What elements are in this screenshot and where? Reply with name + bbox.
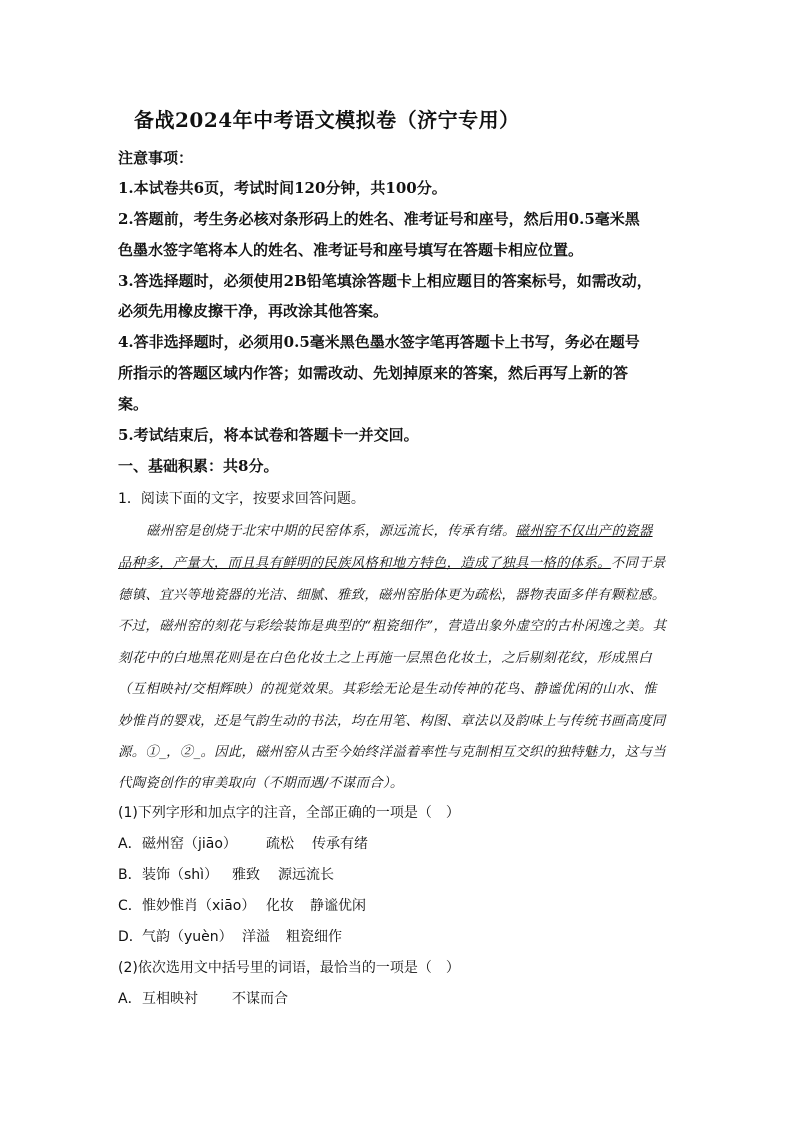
option-c[interactable]: C．惟妙惟肖（xiāo） 化妆 静谧优闲 [118, 895, 366, 915]
notice-item-3-cont: 必须先用橡皮擦干净，再改涂其他答案。 [118, 302, 389, 320]
notice-item-5: 5.考试结束后，将本试卷和答题卡一并交回。 [118, 426, 419, 444]
passage-line-5: 刻花中的白地黑花则是在白色化妆土之上再施一层黑色化妆土，之后剔刻花纹，形成黑白 [118, 651, 652, 666]
passage-line-3: 德镇、宜兴等地瓷器的光洁、细腻、雅致，磁州窑胎体更为疏松，器物表面多伴有颗粒感。 [118, 588, 666, 603]
notice-item-4-end: 案。 [118, 395, 149, 413]
option-a[interactable]: A．磁州窑（jiāo） 疏松 传承有绪 [118, 833, 368, 853]
passage-line-8: 源。①_，②_。因此，磁州窑从古至今始终洋溢着率性与克制相互交织的独特魅力，这与当 [118, 745, 666, 760]
option-d[interactable]: D．气韵（yuèn） 洋溢 粗瓷细作 [118, 926, 342, 946]
option-label: A． [118, 991, 142, 1007]
option-label: A． [118, 836, 142, 852]
notice-heading: 注意事项： [118, 149, 194, 167]
passage-line-7: 妙惟肖的婴戏，还是气韵生动的书法，均在用笔、构图、章法以及韵味上与传统书画高度同 [118, 714, 666, 729]
page-title: 备战2024年中考语文模拟卷（济宁专用） [134, 108, 520, 132]
option-b[interactable]: B．装饰（shì） 雅致 源远流长 [118, 864, 334, 884]
notice-item-3: 3.答选择题时，必须使用2B铅笔填涂答题卡上相应题目的答案标号，如需改动， [118, 272, 652, 290]
subquestion-2-stem: (2)依次选用文中括号里的词语，最恰当的一项是（ ） [118, 960, 460, 976]
passage-line-1 [146, 520, 653, 539]
passage-text: 不同于景 [610, 556, 666, 571]
notice-item-4: 4.答非选择题时，必须用0.5毫米黑色墨水签字笔再答题卡上书写，务必在题号 [118, 333, 640, 351]
passage-line-2 [118, 552, 666, 571]
question-1-stem: 1．阅读下面的文字，按要求回答问题。 [118, 491, 365, 507]
option-label: B． [118, 867, 142, 883]
passage-line-6: （互相映衬/交相辉映）的视觉效果。其彩绘无论是生动传神的花鸟、静谧优闲的山水、惟 [118, 682, 657, 697]
notice-item-4-cont: 所指示的答题区域内作答；如需改动、先划掉原来的答案，然后再写上新的答 [118, 364, 629, 382]
passage-text: 磁州窑是创烧于北宋中期的民窑体系，源远流长，传承有绪。 [146, 524, 516, 539]
passage-underlined-text: 品种多，产量大，而且具有鲜明的民族风格和地方特色，造成了独具一格的体系。 [118, 556, 611, 571]
option-a[interactable]: A．互相映衬 不谋而合 [118, 988, 288, 1008]
passage-underlined-text: 磁州窑不仅出产的瓷器 [515, 524, 653, 539]
section-heading: 一、基础积累：共8分。 [118, 457, 279, 475]
option-label: C． [118, 898, 142, 914]
notice-item-2-cont: 色墨水签字笔将本人的姓名、准考证号和座号填写在答题卡相应位置。 [118, 241, 584, 259]
option-label: D． [118, 929, 143, 945]
passage-line-4: 不过，磁州窑的刻花与彩绘装饰是典型的“粗瓷细作”，营造出象外虚空的古朴闲逸之美。其 [118, 619, 667, 634]
passage-line-9: 代陶瓷创作的审美取向（不期而遇/不谋而合）。 [118, 776, 404, 791]
notice-item-2: 2.答题前，考生务必核对条形码上的姓名、准考证号和座号，然后用0.5毫米黑 [118, 210, 640, 228]
subquestion-1-stem: (1)下列字形和加点字的注音，全部正确的一项是（ ） [118, 805, 460, 821]
notice-item-1: 1.本试卷共6页，考试时间120分钟，共100分。 [118, 179, 447, 197]
